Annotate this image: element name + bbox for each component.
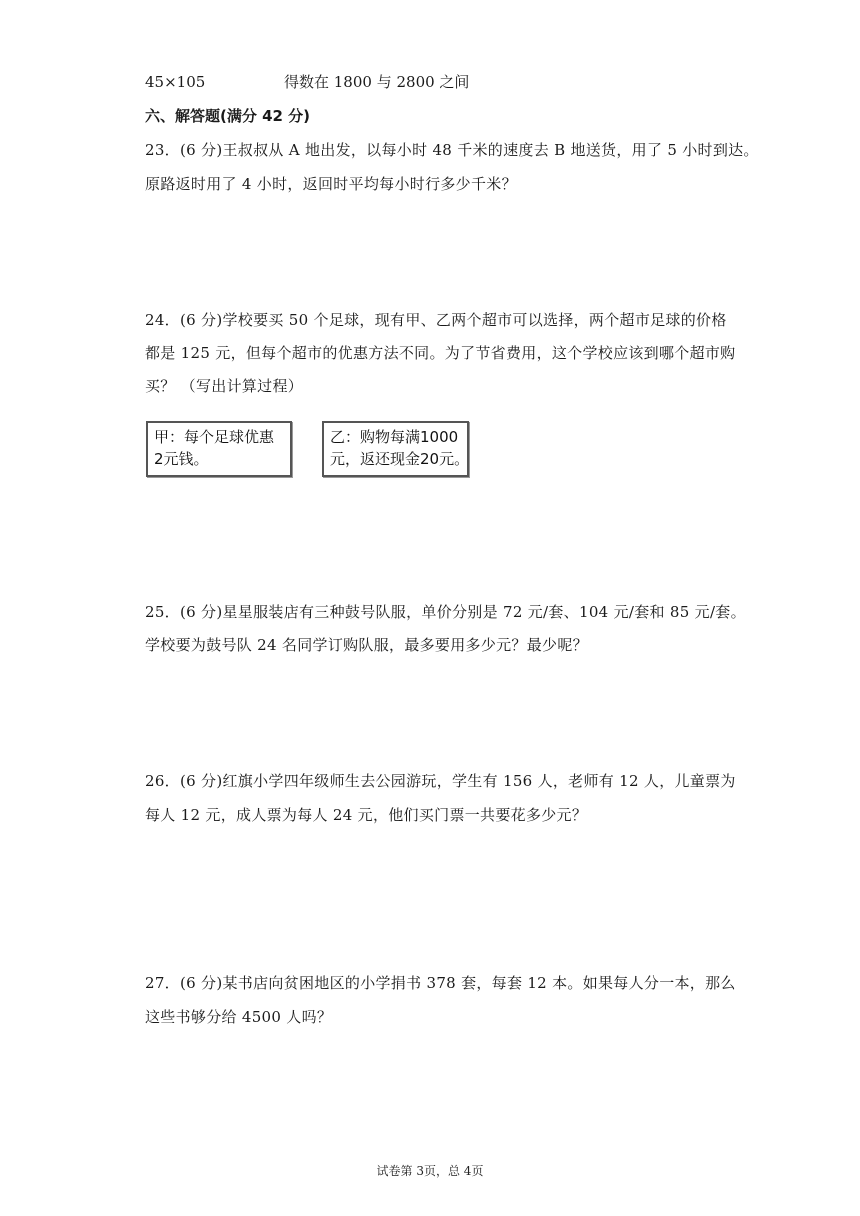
question-24-line-2: 都是 125 元，但每个超市的优惠方法不同。为了节省费用，这个学校应该到哪个超市购 [145,344,736,362]
question-27-line-2: 这些书够分给 4500 人吗？ [145,1008,333,1026]
question-25-line-1: 25．(6 分)星星服装店有三种鼓号队服，单价分别是 72 元/套、104 元/套和 85 元/套。 [145,603,746,621]
supermarket-b-offer-line-2: 元，返还现金20元。 [330,450,470,468]
section-title: 六、解答题(满分 42 分) [145,107,311,125]
question-24-line-1: 24．(6 分)学校要买 50 个足球，现有甲、乙两个超市可以选择，两个超市足球的价格 [145,311,727,329]
supermarket-a-offer-line-1: 甲：每个足球优惠 [154,428,275,446]
page-footer: 试卷第 3页，总 4页 [376,1164,484,1178]
matching-answer-range: 得数在 1800 与 2800 之间 [284,73,470,91]
question-23-line-1: 23．(6 分)王叔叔从 A 地出发，以每小时 48 千米的速度去 B 地送货，用了 5 小时到达。 [145,141,759,159]
question-23-line-2: 原路返时用了 4 小时，返回时平均每小时行多少千米？ [145,175,517,193]
question-24-line-3: 买？ （写出计算过程） [145,377,304,395]
matching-expression: 45×105 [145,73,206,91]
supermarket-b-offer-box [322,421,469,477]
supermarket-a-offer-box [146,421,292,477]
question-25-line-2: 学校要为鼓号队 24 名同学订购队服，最多要用多少元？最少呢？ [145,636,588,654]
supermarket-b-offer-line-1: 乙：购物每满1000 [330,428,459,446]
supermarket-a-offer-line-2: 2元钱。 [154,450,209,468]
question-27-line-1: 27．(6 分)某书店向贫困地区的小学捐书 378 套，每套 12 本。如果每人分一本，那么 [145,974,736,992]
question-26-line-1: 26．(6 分)红旗小学四年级师生去公园游玩，学生有 156 人，老师有 12 人，儿童票为 [145,772,736,790]
question-26-line-2: 每人 12 元，成人票为每人 24 元，他们买门票一共要花多少元？ [145,806,588,824]
